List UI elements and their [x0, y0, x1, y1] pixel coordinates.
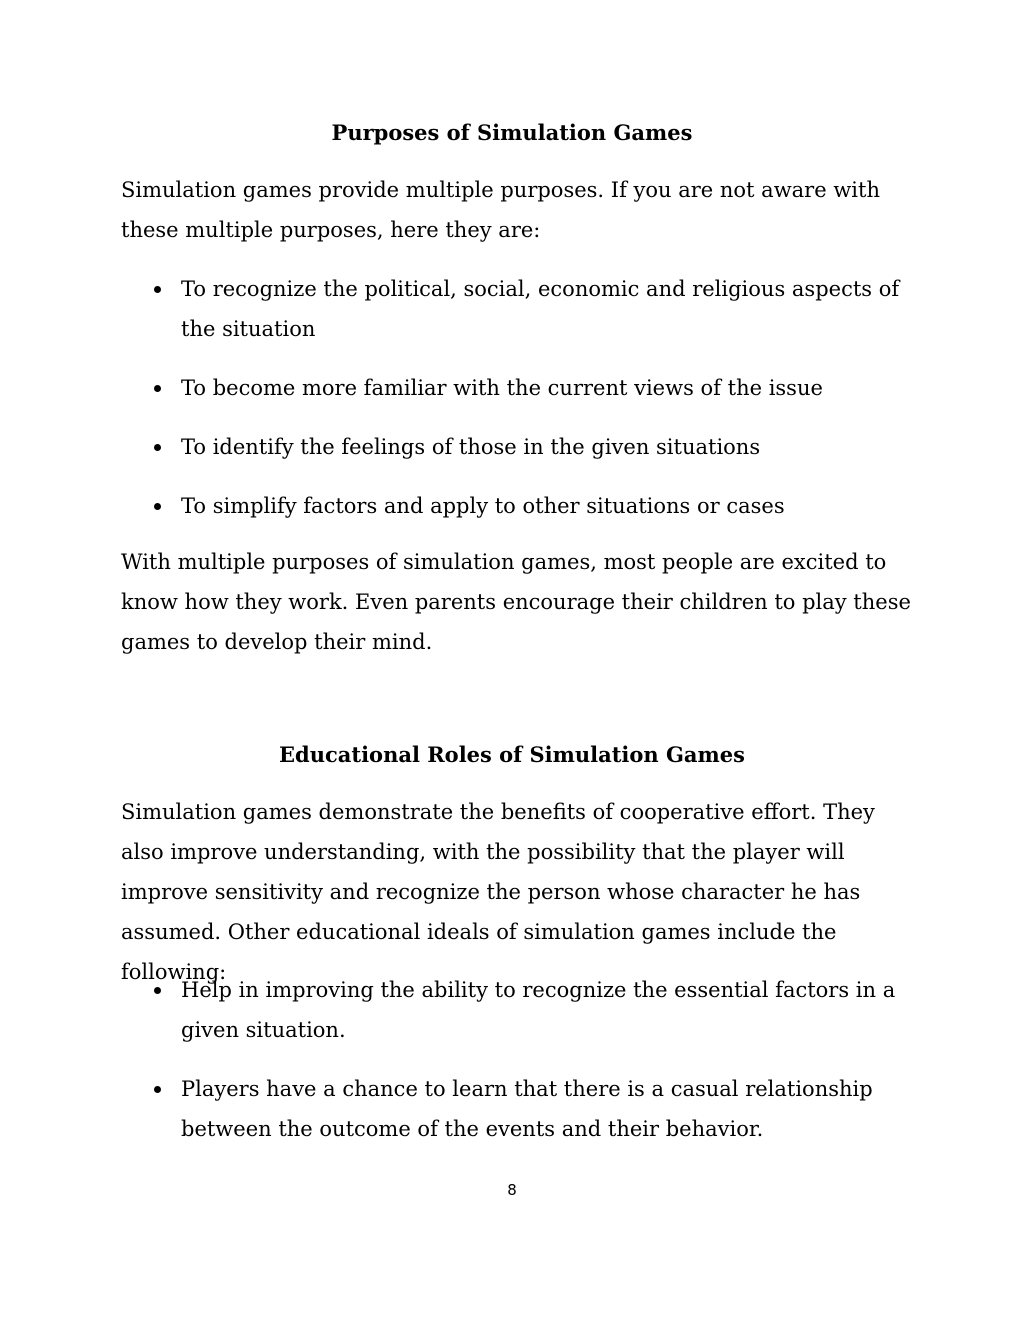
list-item-text: To recognize the political, social, economic and religious aspects of the situation: [181, 277, 900, 341]
purposes-bullet-list: [150, 269, 910, 545]
bullet-icon: [154, 503, 161, 510]
educational-bullet-list: [150, 970, 910, 1168]
list-item-text: To identify the feelings of those in the given situations: [181, 435, 761, 459]
purposes-intro-paragraph: Simulation games provide multiple purposes. If you are not aware with these multiple purposes, here they are:: [121, 178, 880, 242]
bullet-icon: [154, 286, 161, 293]
bullet-icon: [154, 987, 161, 994]
list-item: [150, 970, 910, 1050]
list-item: [150, 486, 910, 526]
section-heading-purposes: Purposes of Simulation Games: [331, 120, 693, 145]
bullet-icon: [154, 1086, 161, 1093]
list-item-text: Players have a chance to learn that there is a casual relationship between the outcome of the events and their behavior.: [181, 1077, 873, 1141]
educational-intro-paragraph: Simulation games demonstrate the benefits of cooperative effort. They also improve understanding, with the possibility that the player will improve sensitivity and recognize the person whose character he has assumed. Other educational ideals of simulation games include the following:: [121, 800, 875, 984]
page-number: 8: [507, 1181, 517, 1199]
bullet-icon: [154, 444, 161, 451]
list-item-text: Help in improving the ability to recognize the essential factors in a given situation.: [181, 978, 896, 1042]
purposes-closing-paragraph: With multiple purposes of simulation games, most people are excited to know how they work. Even parents encourage their children to play these games to develop their mind.: [121, 550, 911, 654]
section-heading-educational-roles: Educational Roles of Simulation Games: [279, 742, 745, 767]
bullet-icon: [154, 385, 161, 392]
list-item-text: To become more familiar with the current views of the issue: [181, 376, 823, 400]
list-item: [150, 368, 910, 408]
list-item: [150, 269, 910, 349]
list-item: [150, 1069, 910, 1149]
list-item: [150, 427, 910, 467]
list-item-text: To simplify factors and apply to other situations or cases: [181, 494, 785, 518]
